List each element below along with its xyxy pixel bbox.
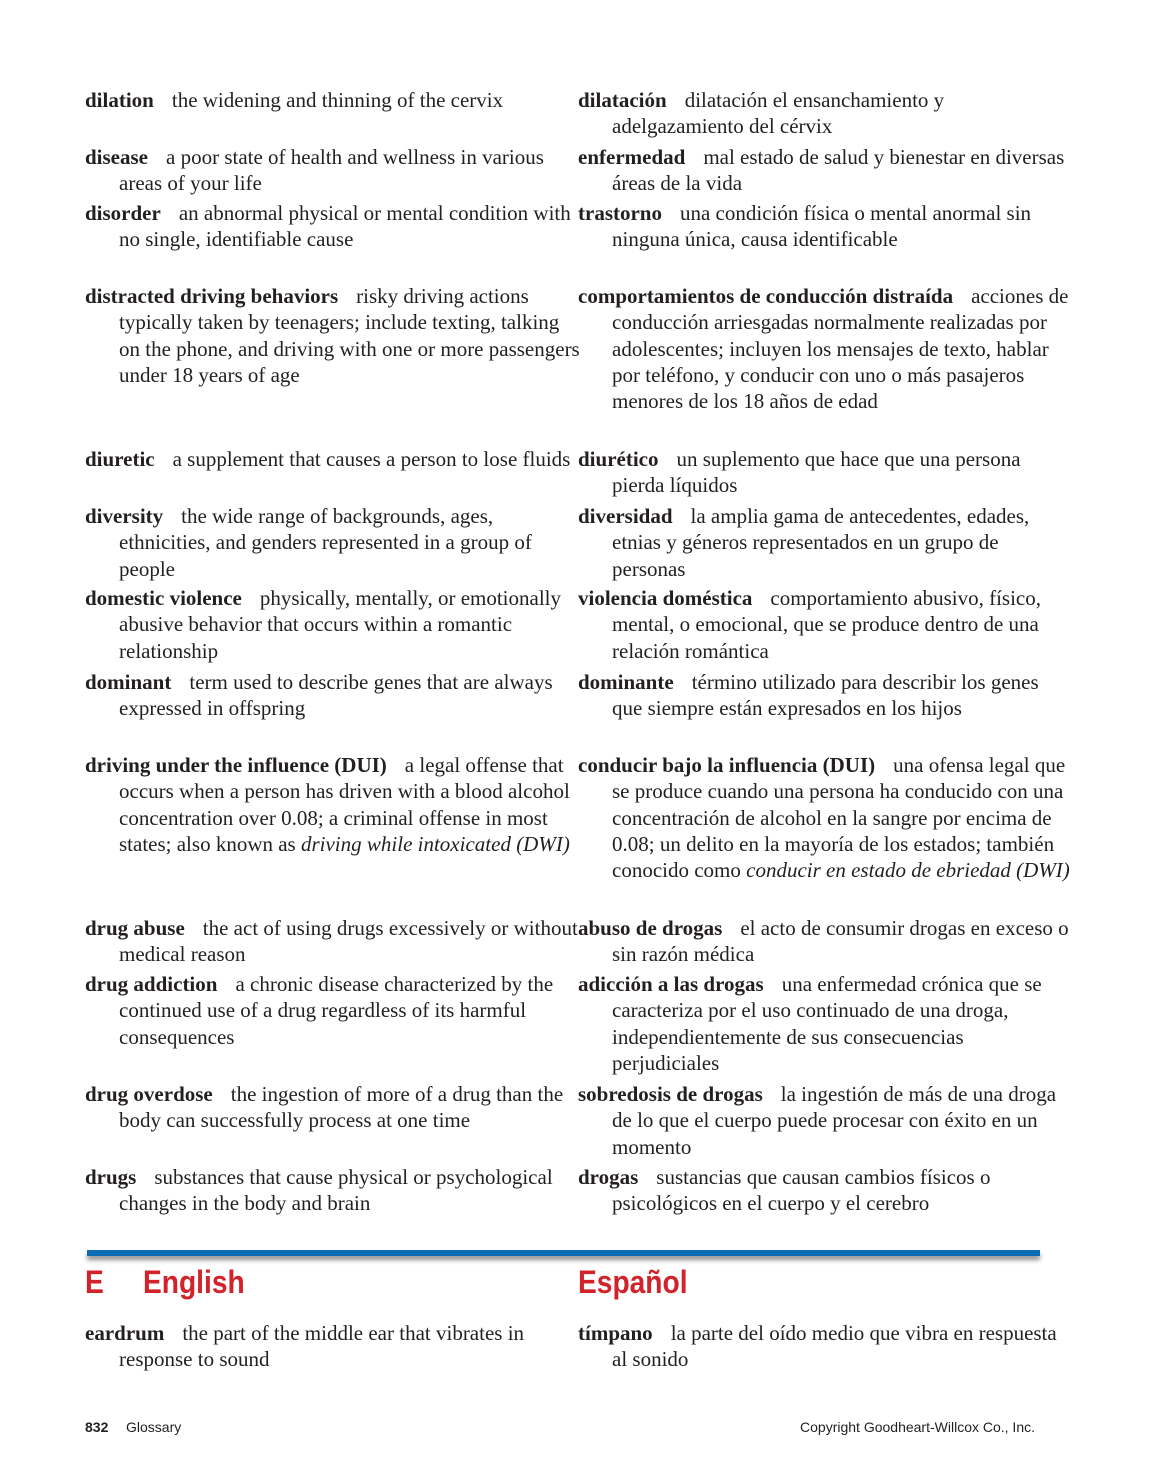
glossary-entry-en bbox=[85, 283, 581, 388]
glossary-term: comportamientos de conducción distraída bbox=[578, 284, 954, 308]
glossary-term: diversidad bbox=[578, 504, 673, 528]
glossary-definition: the ingestion of more of a drug than the body can successfully process at one time bbox=[119, 1082, 564, 1133]
glossary-entry-es bbox=[578, 585, 1074, 664]
glossary-entry-es bbox=[578, 446, 1074, 499]
glossary-term: diuretic bbox=[85, 447, 155, 471]
glossary-entry-es bbox=[578, 669, 1074, 722]
glossary-definition-italic: conducir en estado de ebriedad (DWI) bbox=[746, 858, 1070, 883]
glossary-term: dominante bbox=[578, 670, 674, 694]
glossary-term: drogas bbox=[578, 1165, 639, 1189]
glossary-entry-es bbox=[578, 1081, 1074, 1160]
page-number: 832 bbox=[85, 1419, 109, 1435]
glossary-definition: dilatación el ensanchamiento y adelgazamiento del cérvix bbox=[612, 88, 945, 139]
glossary-entry-es bbox=[578, 915, 1074, 968]
glossary-definition: una ofensa legal que se produce cuando una persona ha conducido con una concentración de alcohol en la sangre por encima de 0.08; un delito en la mayoría de los estados; también conocido como bbox=[612, 753, 1066, 883]
glossary-entry-es bbox=[578, 87, 1074, 140]
glossary-term: eardrum bbox=[85, 1321, 165, 1345]
glossary-entry-en bbox=[85, 87, 581, 113]
glossary-definition: the wide range of backgrounds, ages, ethnicities, and genders represented in a group of people bbox=[119, 504, 532, 581]
glossary-definition: la ingestión de más de una droga de lo que el cuerpo puede procesar con éxito en un momento bbox=[612, 1082, 1057, 1159]
glossary-entry-es bbox=[578, 144, 1074, 197]
glossary-term: abuso de drogas bbox=[578, 916, 723, 940]
glossary-definition: a supplement that causes a person to lose fluids bbox=[172, 447, 571, 471]
glossary-term: conducir bajo la influencia (DUI) bbox=[578, 753, 876, 777]
glossary-term: dilation bbox=[85, 88, 154, 112]
glossary-term: domestic violence bbox=[85, 586, 242, 610]
glossary-definition: the part of the middle ear that vibrates in response to sound bbox=[119, 1321, 525, 1372]
section-heading-english: English bbox=[143, 1264, 245, 1300]
copyright: Copyright Goodheart-Willcox Co., Inc. bbox=[800, 1419, 1035, 1435]
glossary-term: driving under the influence (DUI) bbox=[85, 753, 387, 777]
glossary-definition: término utilizado para describir los genes que siempre están expresados en los hijos bbox=[612, 670, 1039, 721]
glossary-entry-en bbox=[85, 585, 581, 664]
glossary-definition: an abnormal physical or mental condition with no single, identifiable cause bbox=[119, 201, 571, 252]
glossary-entry-en bbox=[85, 669, 581, 722]
glossary-term: drugs bbox=[85, 1165, 137, 1189]
glossary-entry-en bbox=[85, 1081, 581, 1134]
glossary-definition-italic: driving while intoxicated (DWI) bbox=[300, 831, 570, 856]
section-divider bbox=[87, 1250, 1040, 1256]
glossary-entry-es bbox=[578, 971, 1074, 1076]
glossary-entry-es bbox=[578, 283, 1074, 414]
glossary-definition: risky driving actions typically taken by teenagers; include texting, talking on the phone, and driving with one or more passengers under 18 years of age bbox=[119, 284, 580, 387]
glossary-definition: una condición física o mental anormal sin ninguna única, causa identificable bbox=[612, 201, 1032, 252]
glossary-term: violencia doméstica bbox=[578, 586, 753, 610]
glossary-definition: una enfermedad crónica que se caracteriza por el uso continuado de una droga, independientemente de sus consecuencias perjudiciales bbox=[612, 972, 1042, 1075]
glossary-definition: substances that cause physical or psychological changes in the body and brain bbox=[119, 1165, 553, 1216]
glossary-term: diurético bbox=[578, 447, 659, 471]
glossary-entry-en bbox=[85, 971, 581, 1050]
glossary-term: sobredosis de drogas bbox=[578, 1082, 763, 1106]
glossary-definition: the act of using drugs excessively or without medical reason bbox=[119, 916, 578, 967]
glossary-definition: a poor state of health and wellness in various areas of your life bbox=[119, 145, 544, 196]
glossary-entry-en bbox=[85, 144, 581, 197]
glossary-definition: acciones de conducción arriesgadas normalmente realizadas por adolescentes; incluyen los mensajes de texto, hablar por teléfono, y conducir con uno o más pasajeros menores de los 18 años de edad bbox=[612, 284, 1069, 414]
glossary-entry-en bbox=[85, 446, 581, 472]
glossary-term: dominant bbox=[85, 670, 172, 694]
glossary-term: enfermedad bbox=[578, 145, 686, 169]
section-letter: E bbox=[85, 1264, 104, 1300]
glossary-definition: el acto de consumir drogas en exceso o sin razón médica bbox=[612, 916, 1069, 967]
glossary-term: drug addiction bbox=[85, 972, 218, 996]
glossary-entry-es bbox=[578, 200, 1074, 253]
glossary-entry-en bbox=[85, 752, 581, 857]
glossary-definition: the widening and thinning of the cervix bbox=[171, 88, 504, 112]
glossary-term: distracted driving behaviors bbox=[85, 284, 339, 308]
glossary-term: disorder bbox=[85, 201, 161, 225]
glossary-definition: mal estado de salud y bienestar en diversas áreas de la vida bbox=[612, 145, 1065, 196]
glossary-definition: un suplemento que hace que una persona pierda líquidos bbox=[612, 447, 1021, 498]
glossary-term: trastorno bbox=[578, 201, 662, 225]
glossary-definition: term used to describe genes that are always expressed in offspring bbox=[119, 670, 553, 721]
footer-label: Glossary bbox=[126, 1419, 182, 1435]
glossary-term: tímpano bbox=[578, 1321, 653, 1345]
glossary-entry-en bbox=[85, 1164, 581, 1217]
section-heading-spanish: Español bbox=[578, 1264, 688, 1300]
glossary-entry-en bbox=[85, 1320, 581, 1373]
glossary-definition: la parte del oído medio que vibra en respuesta al sonido bbox=[612, 1321, 1057, 1372]
glossary-entry-es bbox=[578, 503, 1074, 582]
glossary-entry-en bbox=[85, 200, 581, 253]
glossary-definition: a legal offense that occurs when a person has driven with a blood alcohol concentration over 0.08; a criminal offense in most states; also known as bbox=[119, 753, 570, 856]
glossary-definition: sustancias que causan cambios físicos o psicológicos en el cuerpo y el cerebro bbox=[612, 1165, 991, 1216]
glossary-entry-en bbox=[85, 915, 581, 968]
glossary-term: drug overdose bbox=[85, 1082, 213, 1106]
glossary-definition: physically, mentally, or emotionally abusive behavior that occurs within a romantic relationship bbox=[119, 586, 562, 663]
glossary-definition: la amplia gama de antecedentes, edades, etnias y géneros representados en un grupo de personas bbox=[612, 504, 1030, 581]
glossary-entry-es bbox=[578, 1320, 1074, 1373]
glossary-entry-es bbox=[578, 1164, 1074, 1217]
glossary-entry-en bbox=[85, 503, 581, 582]
glossary-definition: a chronic disease characterized by the continued use of a drug regardless of its harmful consequences bbox=[119, 972, 554, 1049]
glossary-entry-es bbox=[578, 752, 1074, 883]
glossary-definition: comportamiento abusivo, físico, mental, o emocional, que se produce dentro de una relación romántica bbox=[612, 586, 1042, 663]
glossary-term: disease bbox=[85, 145, 148, 169]
glossary-term: diversity bbox=[85, 504, 164, 528]
glossary-term: adicción a las drogas bbox=[578, 972, 764, 996]
glossary-term: drug abuse bbox=[85, 916, 185, 940]
glossary-term: dilatación bbox=[578, 88, 667, 112]
